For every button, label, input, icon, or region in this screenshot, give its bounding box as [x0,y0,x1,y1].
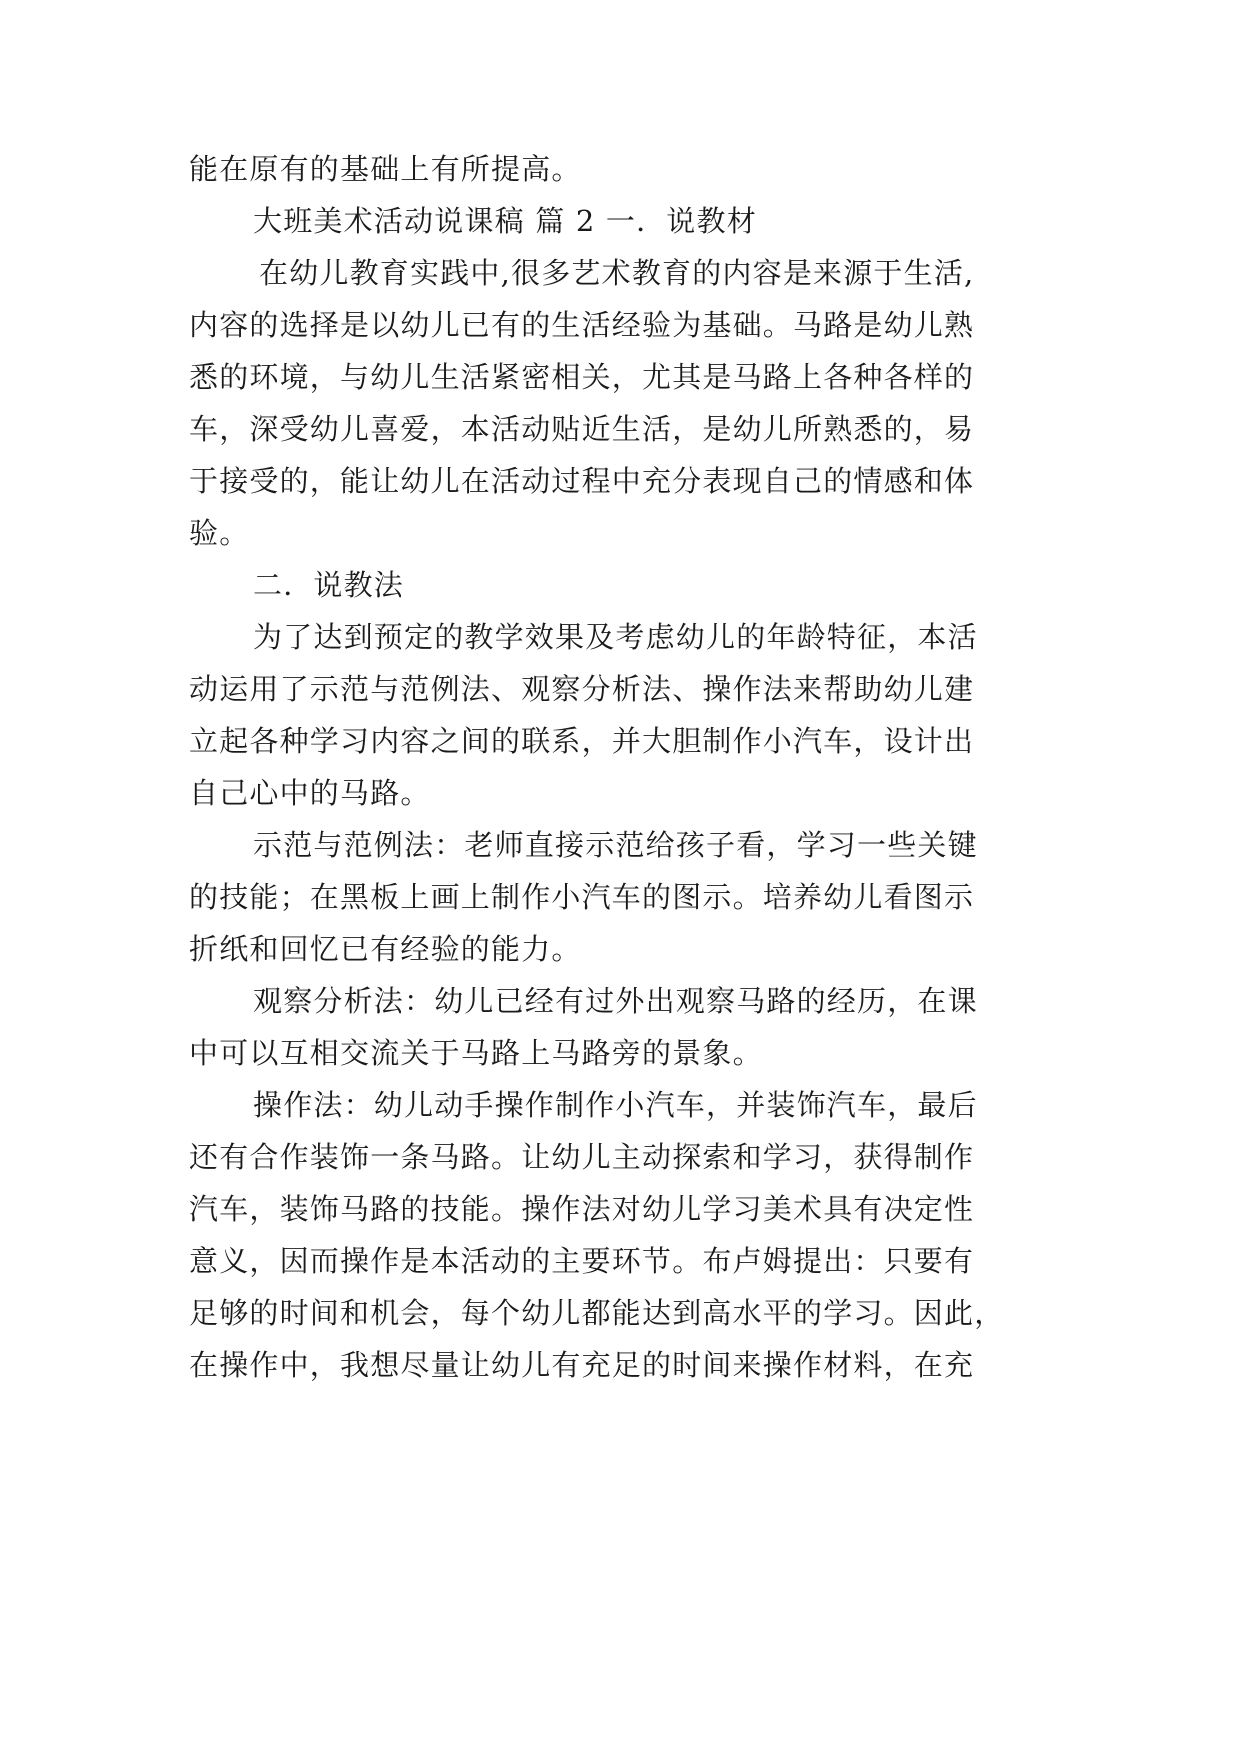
text-line: 在幼儿教育实践中,很多艺术教育的内容是来源于生活, [259,256,975,290]
text-line: 还有合作装饰一条马路。让幼儿主动探索和学习，获得制作 [189,1140,975,1174]
text-line: 足够的时间和机会，每个幼儿都能达到高水平的学习。因此， [189,1296,1005,1330]
text-line: 示范与范例法：老师直接示范给孩子看，学习一些关键 [253,828,978,862]
text-line: 的技能；在黑板上画上制作小汽车的图示。培养幼儿看图示 [189,880,975,914]
text-line: 中可以互相交流关于马路上马路旁的景象。 [189,1036,763,1070]
text-line: 验。 [189,516,250,550]
section-heading-line: 大班美术活动说课稿 篇 2 一．说教材 [253,204,757,238]
text-line: 内容的选择是以幼儿已有的生活经验为基础。马路是幼儿熟 [189,308,975,342]
text-line: 动运用了示范与范例法、观察分析法、操作法来帮助幼儿建 [189,672,975,706]
text-line: 折纸和回忆已有经验的能力。 [189,932,582,966]
text-line: 操作法：幼儿动手操作制作小汽车，并装饰汽车，最后 [253,1088,978,1122]
text-line: 于接受的，能让幼儿在活动过程中充分表现自己的情感和体 [189,464,975,498]
text-line: 汽车，装饰马路的技能。操作法对幼儿学习美术具有决定性 [189,1192,975,1226]
section-heading-line: 二．说教法 [253,568,405,602]
text-line: 意义，因而操作是本活动的主要环节。布卢姆提出：只要有 [189,1244,975,1278]
text-line: 自己心中的马路。 [189,776,431,810]
text-line: 在操作中，我想尽量让幼儿有充足的时间来操作材料，在充 [189,1348,975,1382]
text-line: 车，深受幼儿喜爱，本活动贴近生活，是幼儿所熟悉的，易 [189,412,975,446]
text-line: 能在原有的基础上有所提高。 [189,152,582,186]
text-line: 观察分析法：幼儿已经有过外出观察马路的经历，在课 [253,984,978,1018]
text-line: 悉的环境，与幼儿生活紧密相关，尤其是马路上各种各样的 [189,360,975,394]
text-line: 为了达到预定的教学效果及考虑幼儿的年龄特征，本活 [253,620,978,654]
text-line: 立起各种学习内容之间的联系，并大胆制作小汽车，设计出 [189,724,975,758]
